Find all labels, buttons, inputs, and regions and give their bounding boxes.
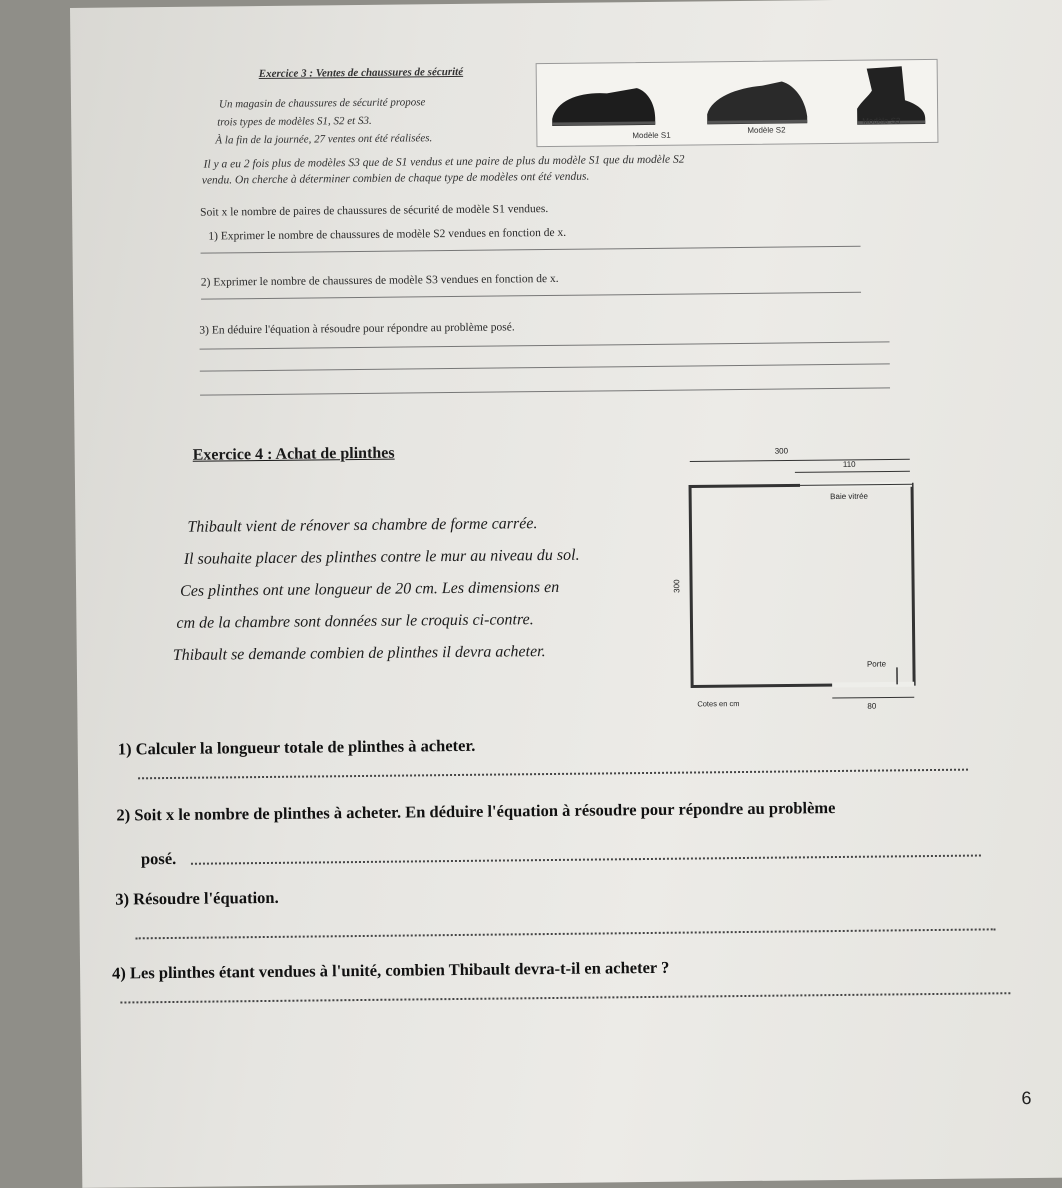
exercise4-para-line4: cm de la chambre sont données sur le croquis ci-contre. — [176, 611, 533, 633]
room-sketch — [665, 439, 958, 722]
exercise4-title — [193, 445, 395, 465]
exercise3-title: Exercice 3 : Ventes de chaussures de sécurité — [259, 66, 464, 80]
top-dimension-label: 300 — [775, 447, 788, 456]
exercise4-para-line5: Thibault se demande combien de plinthes il devra acheter. — [173, 643, 546, 665]
shoe-models-image — [536, 59, 939, 147]
exercise4-question2: 2) Soit x le nombre de plinthes à acheter. En déduire l'équation à résoudre pour répondre au problème — [116, 798, 835, 826]
exercise3-statement-line1: Il y a eu 2 fois plus de modèles S3 que de S1 vendus et une paire de plus du modèle S1 que du modèle S2 — [204, 154, 685, 171]
window-label: Baie vitrée — [830, 492, 868, 501]
exercise4-question1: 1) Calculer la longueur totale de plinthes à acheter. — [118, 736, 476, 760]
exercise3-question2: 2) Exprimer le nombre de chaussures de modèle S3 vendues en fonction de x. — [201, 273, 559, 289]
exercise4-question4: 4) Les plinthes étant vendues à l'unité, combien Thibault devra-t-il en acheter ? — [112, 958, 669, 984]
exercise4-question2-cont: posé. — [141, 849, 177, 869]
room-walls — [690, 484, 914, 686]
answer-line — [200, 363, 890, 371]
answer-line — [200, 387, 890, 395]
exercise3-statement-line2: vendu. On cherche à déterminer combien de chaque type de modèles ont été vendus. — [202, 171, 590, 187]
exercise4-para-line2: Il souhaite placer des plinthes contre le mur au niveau du sol. — [184, 547, 580, 569]
answer-dotted-line — [138, 769, 968, 780]
top-dimension-line — [690, 459, 910, 461]
exercise4-title-text: Exercice 4 : Achat de plinthes — [193, 445, 395, 464]
model-s1-label: Modèle S1 — [632, 131, 670, 140]
answer-line — [201, 292, 861, 300]
page-number: 6 — [1021, 1088, 1031, 1109]
shoe-s2-icon — [707, 81, 807, 124]
exercise4-question3: 3) Résoudre l'équation. — [115, 888, 279, 910]
model-s2-label: Modèle S2 — [747, 126, 785, 135]
answer-line — [200, 341, 890, 349]
door-label: Porte — [867, 659, 886, 668]
exercise3-intro-line2: trois types de modèles S1, S2 et S3. — [217, 115, 372, 129]
room-diagram — [665, 439, 958, 722]
window-dimension-label: 110 — [843, 460, 856, 469]
exercise3-intro-line3: À la fin de la journée, 27 ventes ont été réalisées. — [215, 132, 432, 146]
door-dimension-label: 80 — [867, 702, 876, 711]
exercise3-intro-line1: Un magasin de chaussures de sécurité propose — [219, 96, 425, 110]
shoe-illustrations — [537, 60, 938, 146]
door-gap — [832, 684, 914, 685]
answer-line — [201, 246, 861, 254]
exercise3-question1: 1) Exprimer le nombre de chaussures de modèle S2 vendues en fonction de x. — [208, 227, 566, 243]
exercise3-let-x: Soit x le nombre de paires de chaussures de sécurité de modèle S1 vendues. — [200, 203, 548, 219]
shoe-s1-icon — [552, 88, 655, 126]
answer-dotted-line — [191, 855, 981, 865]
exercise4-para-line3: Ces plinthes ont une longueur de 20 cm. Les dimensions en — [180, 579, 559, 601]
window-dimension-line — [795, 471, 910, 472]
model-s3-label: Modèle S3 — [862, 116, 900, 125]
units-caption: Cotes en cm — [697, 699, 739, 708]
exercise4-para-line1: Thibault vient de rénover sa chambre de forme carrée. — [187, 515, 537, 537]
worksheet-page — [70, 0, 1062, 1188]
door-dimension-line — [832, 697, 914, 698]
answer-dotted-line — [120, 992, 1010, 1003]
answer-dotted-line — [136, 928, 996, 939]
exercise3-question3: 3) En déduire l'équation à résoudre pour répondre au problème posé. — [199, 321, 514, 336]
side-dimension-label: 300 — [672, 579, 681, 592]
